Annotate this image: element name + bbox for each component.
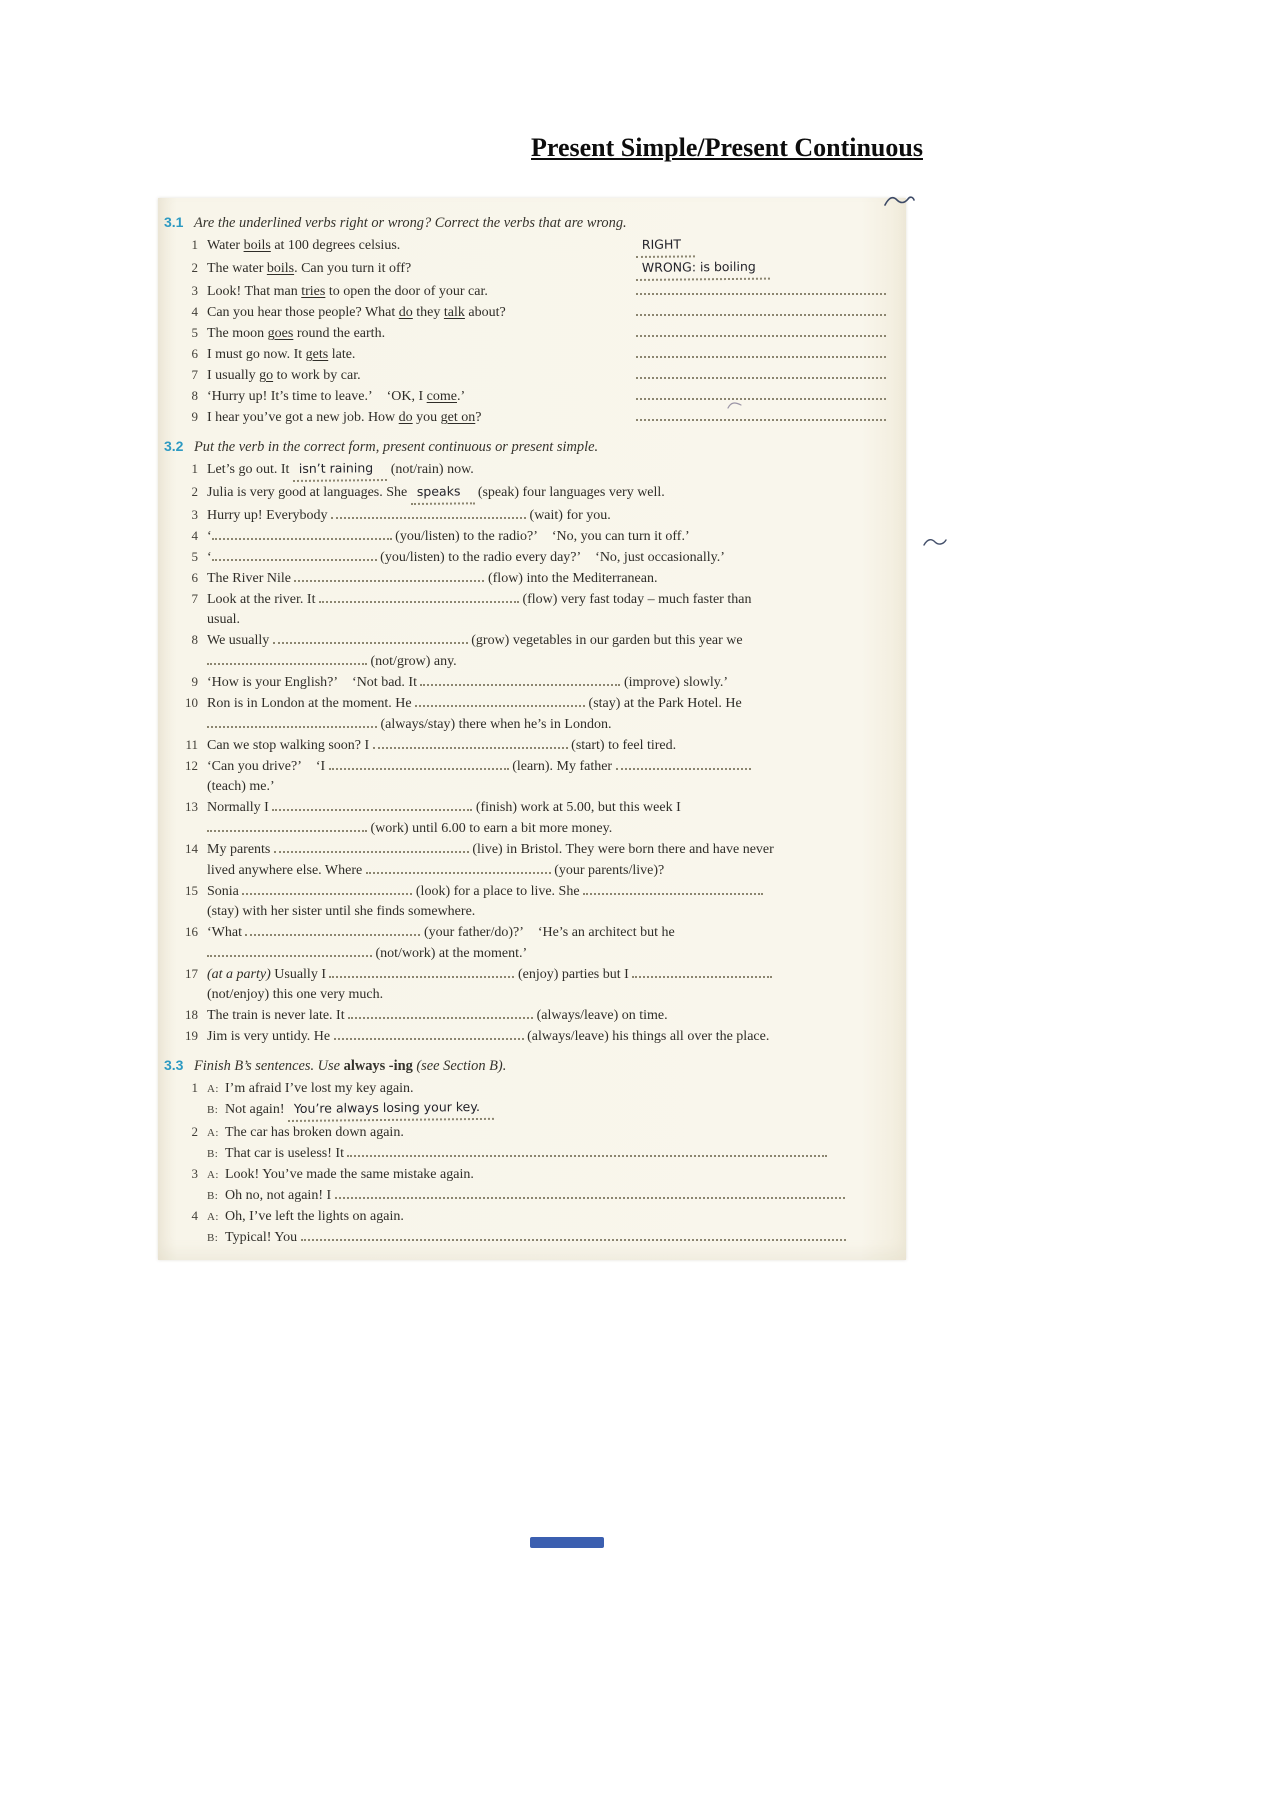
- speaker-b-label: B:: [207, 1104, 219, 1116]
- text-run: (you/listen) to the radio every day?’ ‘No, just occasionally.’: [376, 550, 725, 565]
- answer-blank: [331, 505, 526, 519]
- answer-blank: [273, 630, 468, 644]
- handwritten-answer: isn’t raining: [293, 458, 388, 482]
- item-sentence: [207, 303, 607, 323]
- text-run: Sonia: [207, 884, 243, 899]
- underlined-verb: goes: [267, 326, 294, 341]
- exercise-header: [164, 1057, 894, 1075]
- speaker-a-label: A:: [207, 1169, 219, 1181]
- text-run: Not again!: [225, 1102, 288, 1117]
- answer-blank: [616, 756, 751, 770]
- text-run: That car is useless! It: [225, 1146, 348, 1161]
- exercise-item-row: [164, 407, 894, 428]
- answer-blank: [348, 1005, 533, 1019]
- text-run: (finish) work at 5.00, but this week I: [472, 800, 681, 815]
- text-run: usual.: [207, 612, 241, 627]
- text-run: (not/enjoy) this one very much.: [207, 987, 384, 1002]
- exercise-item-row: [164, 302, 894, 323]
- exercise-item-row: [164, 323, 894, 344]
- exercise-item-row: [164, 258, 894, 281]
- exercise-item-row: [164, 797, 894, 839]
- item-sentence: [207, 1005, 862, 1026]
- item-number: 9: [191, 674, 198, 689]
- underlined-verb: do: [398, 410, 413, 425]
- item-sentence: [207, 735, 862, 756]
- exercise-item-row: [164, 482, 894, 505]
- exercise-number: 3.3: [164, 1057, 184, 1073]
- item-sentence: [207, 505, 862, 526]
- exercise-item-row: [164, 386, 894, 407]
- text-run: (your parents/live)?: [550, 863, 665, 878]
- answer-blank: [207, 943, 372, 957]
- text-run: The train is never late. It: [207, 1008, 349, 1023]
- answer-blank: [347, 1143, 827, 1157]
- text-run: We usually: [207, 633, 273, 648]
- speaker-b-label: B:: [207, 1190, 219, 1202]
- exercise-instruction: Put the verb in the correct form, present continuous or present simple.: [194, 439, 599, 455]
- answer-blank: [329, 756, 509, 770]
- item-number: 8: [191, 388, 198, 403]
- text-run: (not/rain) now.: [387, 462, 474, 477]
- answer-blank: [212, 526, 392, 540]
- handwritten-answer: speaks: [411, 481, 475, 505]
- item-sentence: [207, 756, 862, 797]
- item-sentence: [207, 922, 862, 964]
- item-sentence: [207, 568, 862, 589]
- exercise-3-3: [164, 1057, 894, 1248]
- page-title: Present Simple/Present Continuous: [531, 133, 923, 162]
- answer-blank: [207, 714, 377, 728]
- answer-area: [636, 323, 894, 337]
- answer-line: [636, 281, 886, 295]
- text-run: about?: [464, 305, 506, 320]
- answer-blank: [212, 547, 377, 561]
- item-sentence: [207, 1026, 862, 1047]
- text-run: (wait) for you.: [526, 508, 611, 523]
- exercise-item-row: [164, 365, 894, 386]
- text-run: The River Nile: [207, 571, 295, 586]
- item-number: 14: [185, 841, 198, 856]
- item-number: 15: [185, 883, 198, 898]
- dialog-a-line: [207, 1079, 862, 1099]
- exercise-item-row: [164, 964, 894, 1005]
- text-run: (stay) with her sister until she finds somewhere.: [207, 904, 476, 919]
- text-run: (teach) me.’: [207, 779, 275, 794]
- answer-blank: [301, 1227, 846, 1241]
- answer-blank: [334, 1026, 524, 1040]
- text-run: Usually I: [270, 967, 330, 982]
- text-run: (your father/do)?’ ‘He’s an architect but he: [420, 925, 675, 940]
- item-sentence: [207, 282, 607, 302]
- item-number: 13: [185, 799, 198, 814]
- answer-blank: [420, 672, 620, 686]
- text-run: Look! That man: [207, 284, 302, 299]
- text-run: (improve) slowly.’: [620, 675, 729, 690]
- dialog-b-line: [207, 1227, 862, 1248]
- text-run: Look at the river. It: [207, 592, 319, 607]
- handwritten-answer: You’re always losing your key.: [288, 1097, 494, 1122]
- exercise-3-1: [164, 214, 894, 428]
- exercise-items: [164, 1078, 894, 1248]
- dialog-b-line: [207, 1143, 862, 1164]
- text-run: to work by car.: [273, 368, 361, 383]
- text-run: (learn). My father: [508, 759, 616, 774]
- speaker-b-label: B:: [207, 1232, 219, 1244]
- dialog-item-row: [164, 1122, 894, 1164]
- item-number: 9: [191, 409, 198, 424]
- text-run: at 100 degrees celsius.: [270, 238, 401, 253]
- underlined-verb: do: [398, 305, 413, 320]
- text-run: Oh no, not again! I: [225, 1188, 335, 1203]
- text-run: they: [412, 305, 444, 320]
- item-number: 3: [191, 1166, 198, 1181]
- item-number: 8: [191, 632, 198, 647]
- text-run: I must go now. It: [207, 347, 306, 362]
- item-number: 5: [191, 325, 198, 340]
- dialog-a-text: Look! You’ve made the same mistake again.: [225, 1167, 474, 1182]
- exercise-items: [164, 235, 894, 428]
- text-run: I usually: [207, 368, 260, 383]
- text-run: The water: [207, 261, 267, 276]
- text-run: (stay) at the Park Hotel. He: [585, 696, 742, 711]
- item-number: 2: [191, 1124, 198, 1139]
- item-sentence: [207, 236, 607, 256]
- text-run: (look) for a place to live. She: [412, 884, 584, 899]
- item-number: 7: [191, 591, 198, 606]
- exercise-instruction: [194, 1058, 506, 1075]
- exercise-item-row: [164, 568, 894, 589]
- item-sentence: [207, 459, 862, 482]
- answer-area: [636, 281, 894, 295]
- text-run: (not/grow) any.: [367, 654, 457, 669]
- text-run: I hear you’ve got a new job. How: [207, 410, 399, 425]
- dialog-a-text: Oh, I’ve left the lights on again.: [225, 1209, 404, 1224]
- text-run: ‘Hurry up! It’s time to leave.’ ‘OK, I: [207, 389, 427, 404]
- text-run: Ron is in London at the moment. He: [207, 696, 416, 711]
- item-number: 1: [191, 237, 198, 252]
- handwritten-answer: WRONG: is boiling: [636, 257, 770, 281]
- item-number: 1: [191, 461, 198, 476]
- answer-blank: [319, 589, 519, 603]
- text-run: (start) to feel tired.: [567, 738, 677, 753]
- dialog-a-line: [207, 1165, 862, 1185]
- exercise-item-row: [164, 505, 894, 526]
- answer-area: [636, 302, 894, 316]
- item-sentence: [207, 964, 862, 1005]
- underlined-verb: go: [259, 368, 274, 383]
- text-run: Can you hear those people? What: [207, 305, 399, 320]
- item-number: 4: [191, 528, 198, 543]
- item-sentence: [207, 547, 862, 568]
- exercise-number: 3.2: [164, 438, 184, 454]
- dialog-a-line: [207, 1207, 862, 1227]
- underlined-verb: talk: [443, 305, 465, 320]
- exercise-item-row: [164, 672, 894, 693]
- text-run: ‘: [207, 529, 212, 544]
- text-run: (grow) vegetables in our garden but this year we: [467, 633, 743, 648]
- ink-squiggle: [884, 195, 916, 209]
- exercise-item-row: [164, 235, 894, 258]
- text-run: Water: [207, 238, 244, 253]
- item-number: 11: [185, 737, 198, 752]
- dialog-body: [207, 1079, 862, 1122]
- answer-blank: [274, 839, 469, 853]
- text-run: ‘How is your English?’ ‘Not bad. It: [207, 675, 421, 690]
- item-number: 19: [185, 1028, 198, 1043]
- ink-squiggle: [923, 537, 947, 548]
- underlined-verb: get on: [440, 410, 476, 425]
- item-number: 10: [185, 695, 198, 710]
- answer-blank: [242, 881, 412, 895]
- answer-blank: [245, 922, 420, 936]
- text-run: ‘: [207, 550, 212, 565]
- item-number: 6: [191, 346, 198, 361]
- pen-mark: [727, 401, 743, 410]
- text-run: round the earth.: [293, 326, 386, 341]
- text-run: The moon: [207, 326, 268, 341]
- text-run: My parents: [207, 842, 274, 857]
- handwritten-answer: RIGHT: [636, 234, 695, 258]
- item-sentence: [207, 387, 607, 407]
- text-run: .’: [457, 389, 466, 404]
- dialog-body: [207, 1207, 862, 1248]
- text-run: Can we stop walking soon? I: [207, 738, 373, 753]
- text-run: Jim is very untidy. He: [207, 1029, 334, 1044]
- speaker-b-label: B:: [207, 1148, 219, 1160]
- exercise-item-row: [164, 1026, 894, 1047]
- exercise-item-row: [164, 1005, 894, 1026]
- dialog-b-line: [207, 1185, 862, 1206]
- text-run: to open the door of your car.: [325, 284, 488, 299]
- item-number: 4: [191, 1208, 198, 1223]
- text-run: lived anywhere else. Where: [207, 863, 366, 878]
- dialog-item-row: [164, 1164, 894, 1206]
- exercise-item-row: [164, 281, 894, 302]
- exercise-item-row: [164, 735, 894, 756]
- item-sentence: [207, 589, 862, 630]
- text-run: ‘What: [207, 925, 246, 940]
- text-run: (speak) four languages very well.: [474, 485, 665, 500]
- exercise-item-row: [164, 756, 894, 797]
- answer-blank: [207, 651, 367, 665]
- exercise-3-2: [164, 438, 894, 1047]
- text-run: (always/leave) on time.: [533, 1008, 668, 1023]
- answer-area: [636, 365, 894, 379]
- worksheet-scan: [158, 198, 906, 1260]
- italic-note: Finish B’s sentences. Use: [194, 1058, 344, 1074]
- text-run: you: [412, 410, 441, 425]
- exercise-item-row: [164, 547, 894, 568]
- answer-blank: [583, 881, 763, 895]
- answer-area: [636, 235, 894, 258]
- answer-blank: [294, 568, 484, 582]
- text-run: ‘Can you drive?’ ‘I: [207, 759, 329, 774]
- answer-blank: [415, 693, 585, 707]
- speaker-a-label: A:: [207, 1083, 219, 1095]
- item-number: 5: [191, 549, 198, 564]
- item-sentence: [207, 324, 607, 344]
- bold-term: always -ing: [343, 1058, 413, 1074]
- item-sentence: [207, 693, 862, 735]
- item-number: 18: [185, 1007, 198, 1022]
- underlined-verb: come: [426, 389, 457, 404]
- dialog-a-line: [207, 1123, 862, 1143]
- item-sentence: [207, 408, 607, 428]
- answer-line: [636, 323, 886, 337]
- underlined-verb: boils: [266, 261, 295, 276]
- dialog-body: [207, 1123, 862, 1164]
- item-number: 4: [191, 304, 198, 319]
- answer-blank: [373, 735, 568, 749]
- exercise-header: [164, 214, 894, 232]
- speaker-a-label: A:: [207, 1211, 219, 1223]
- answer-area: [636, 344, 894, 358]
- item-sentence: [207, 345, 607, 365]
- answer-area: [636, 258, 894, 281]
- item-sentence: [207, 482, 862, 505]
- answer-line: [636, 302, 886, 316]
- item-sentence: [207, 259, 607, 279]
- item-sentence: [207, 797, 862, 839]
- exercise-item-row: [164, 881, 894, 922]
- text-run: (flow) into the Mediterranean.: [484, 571, 658, 586]
- underlined-verb: gets: [305, 347, 329, 362]
- dialog-item-row: [164, 1078, 894, 1122]
- text-run: Let’s go out. It: [207, 462, 293, 477]
- underlined-verb: boils: [243, 238, 271, 253]
- italic-note: (at a party): [207, 967, 271, 982]
- answer-blank: [335, 1185, 845, 1199]
- answer-blank: [329, 964, 514, 978]
- item-sentence: [207, 672, 862, 693]
- exercise-item-row: [164, 693, 894, 735]
- item-sentence: [207, 366, 607, 386]
- answer-line: [636, 386, 886, 400]
- dialog-a-text: I’m afraid I’ve lost my key again.: [225, 1081, 414, 1096]
- exercise-number: 3.1: [164, 214, 184, 230]
- item-sentence: [207, 839, 862, 881]
- exercise-item-row: [164, 630, 894, 672]
- dialog-a-text: The car has broken down again.: [225, 1125, 404, 1140]
- exercise-item-row: [164, 839, 894, 881]
- text-run: Hurry up! Everybody: [207, 508, 332, 523]
- exercise-instruction: Are the underlined verbs right or wrong? Correct the verbs that are wrong.: [194, 215, 627, 231]
- item-number: 2: [191, 260, 198, 275]
- item-sentence: [207, 526, 862, 547]
- answer-blank: [207, 818, 367, 832]
- item-number: 16: [185, 924, 198, 939]
- exercise-items: [164, 459, 894, 1047]
- dialog-b-text: [225, 1230, 846, 1245]
- item-number: 6: [191, 570, 198, 585]
- item-number: 3: [191, 507, 198, 522]
- answer-area: [636, 386, 894, 400]
- exercise-item-row: [164, 589, 894, 630]
- dialog-body: [207, 1165, 862, 1206]
- text-run: (you/listen) to the radio?’ ‘No, you can turn it off.’: [391, 529, 690, 544]
- text-run: (flow) very fast today – much faster than: [518, 592, 752, 607]
- item-number: 17: [185, 966, 198, 981]
- text-run: (always/leave) his things all over the place.: [523, 1029, 770, 1044]
- text-run: late.: [328, 347, 356, 362]
- item-number: 2: [191, 484, 198, 499]
- answer-line: [636, 407, 886, 421]
- answer-blank: [632, 964, 772, 978]
- underlined-verb: tries: [301, 284, 326, 299]
- text-run: Julia is very good at languages. She: [207, 485, 411, 500]
- item-number: 7: [191, 367, 198, 382]
- dialog-item-row: [164, 1206, 894, 1248]
- dialog-b-line: [207, 1099, 862, 1122]
- answer-line: [636, 344, 886, 358]
- text-run: (not/work) at the moment.’: [372, 946, 528, 961]
- text-run: (work) until 6.00 to earn a bit more money.: [367, 821, 613, 836]
- text-run: ?: [475, 410, 482, 425]
- page-footer-mark: [530, 1537, 604, 1548]
- item-number: 12: [185, 758, 198, 773]
- text-run: (always/stay) there when he’s in London.: [377, 717, 612, 732]
- item-number: 3: [191, 283, 198, 298]
- dialog-b-text: [225, 1146, 827, 1161]
- item-sentence: [207, 881, 862, 922]
- dialog-b-text: [225, 1188, 845, 1203]
- text-run: . Can you turn it off?: [294, 261, 412, 276]
- text-run: Normally I: [207, 800, 273, 815]
- exercise-header: [164, 438, 894, 456]
- text-run: (live) in Bristol. They were born there and have never: [468, 842, 774, 857]
- exercise-item-row: [164, 922, 894, 964]
- exercise-item-row: [164, 459, 894, 482]
- exercise-item-row: [164, 344, 894, 365]
- item-sentence: [207, 630, 862, 672]
- answer-line: [636, 365, 886, 379]
- speaker-a-label: A:: [207, 1127, 219, 1139]
- answer-blank: [272, 797, 472, 811]
- text-run: (enjoy) parties but I: [514, 967, 633, 982]
- dialog-b-text: [225, 1098, 494, 1117]
- italic-note: (see Section B).: [412, 1058, 507, 1074]
- answer-blank: [366, 860, 551, 874]
- answer-area: [636, 407, 894, 421]
- item-number: 1: [191, 1080, 198, 1095]
- text-run: Typical! You: [225, 1230, 301, 1245]
- exercise-item-row: [164, 526, 894, 547]
